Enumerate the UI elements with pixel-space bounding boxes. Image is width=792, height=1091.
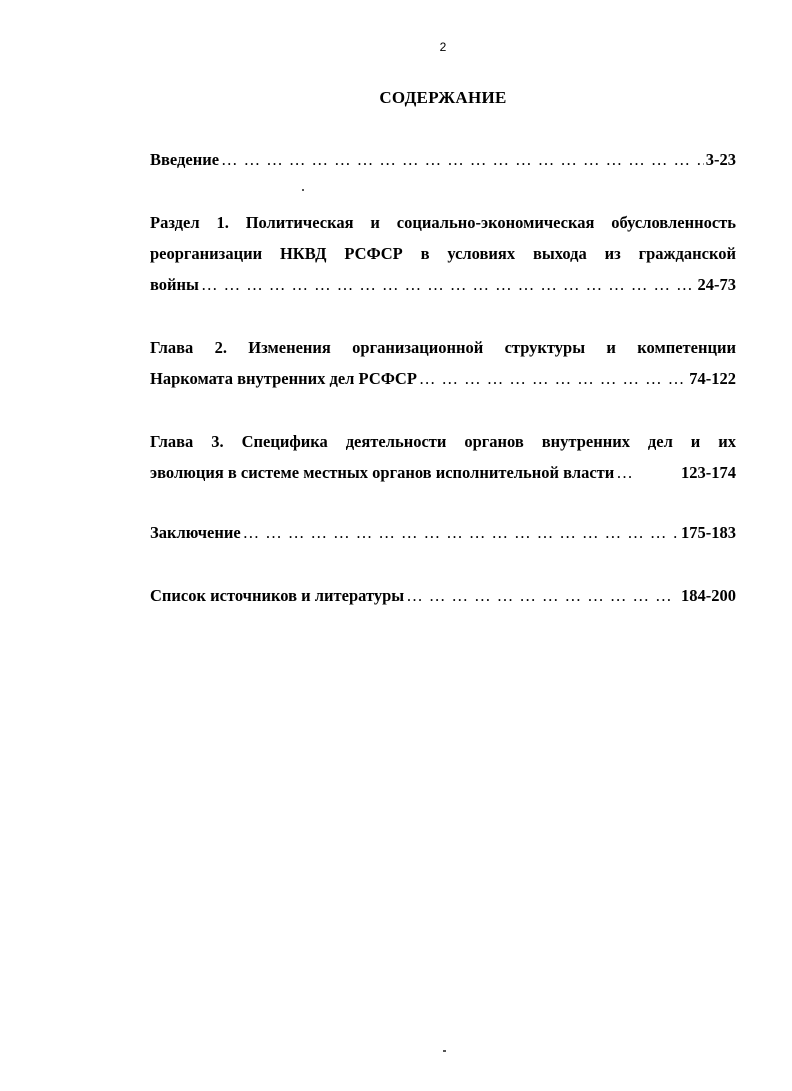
- page-number: 2: [439, 40, 447, 54]
- dot-leader: [201, 269, 696, 300]
- toc-entry-conclusion: [150, 517, 736, 548]
- dot-leader: [406, 580, 679, 611]
- toc-entry-sources: [150, 580, 736, 611]
- toc-title: Наркомата внутренних дел РСФСР: [150, 369, 417, 388]
- toc-line: [150, 580, 736, 611]
- toc-line: [150, 363, 736, 394]
- toc-title: эволюция в системе местных органов исполнительной власти: [150, 463, 615, 482]
- dot-leader: [221, 144, 704, 175]
- toc-pages: 175-183: [681, 523, 736, 542]
- toc-pages: 74-122: [689, 369, 736, 388]
- page-title: СОДЕРЖАНИЕ: [379, 88, 507, 107]
- toc-line: Глава 3. Специфика деятельности органов внутренних дел и их: [150, 432, 736, 451]
- toc-line: Глава 2. Изменения организационной структуры и компетенции: [150, 338, 736, 357]
- toc-entry-section-1: [150, 207, 736, 300]
- toc-line: [150, 517, 736, 548]
- toc-line: [150, 269, 736, 300]
- dot-leader: [243, 517, 679, 548]
- toc-entry-intro: [150, 144, 736, 175]
- toc-line: Раздел 1. Политическая и социально-экономическая обусловленность: [150, 213, 736, 232]
- dot-leader: [616, 457, 638, 488]
- toc-entry-chapter-2: [150, 332, 736, 394]
- toc-line: [150, 457, 736, 488]
- toc-line: реорганизации НКВД РСФСР в условиях выхода из гражданской: [150, 244, 736, 263]
- scan-speck: [443, 1050, 446, 1052]
- toc-pages: 24-73: [697, 275, 736, 294]
- toc-pages: 123-174: [681, 463, 736, 482]
- toc-title: Список источников и литературы: [150, 586, 405, 605]
- toc-pages: 3-23: [705, 150, 736, 169]
- dot-leader: [419, 363, 687, 394]
- toc-title: Заключение: [150, 523, 241, 542]
- toc-title: войны: [150, 275, 199, 294]
- toc-title: Введение: [150, 150, 220, 169]
- scan-speck: [302, 189, 304, 191]
- toc-entry-chapter-3: [150, 426, 736, 488]
- toc-pages: 184-200: [681, 586, 736, 605]
- toc-line: [150, 144, 736, 175]
